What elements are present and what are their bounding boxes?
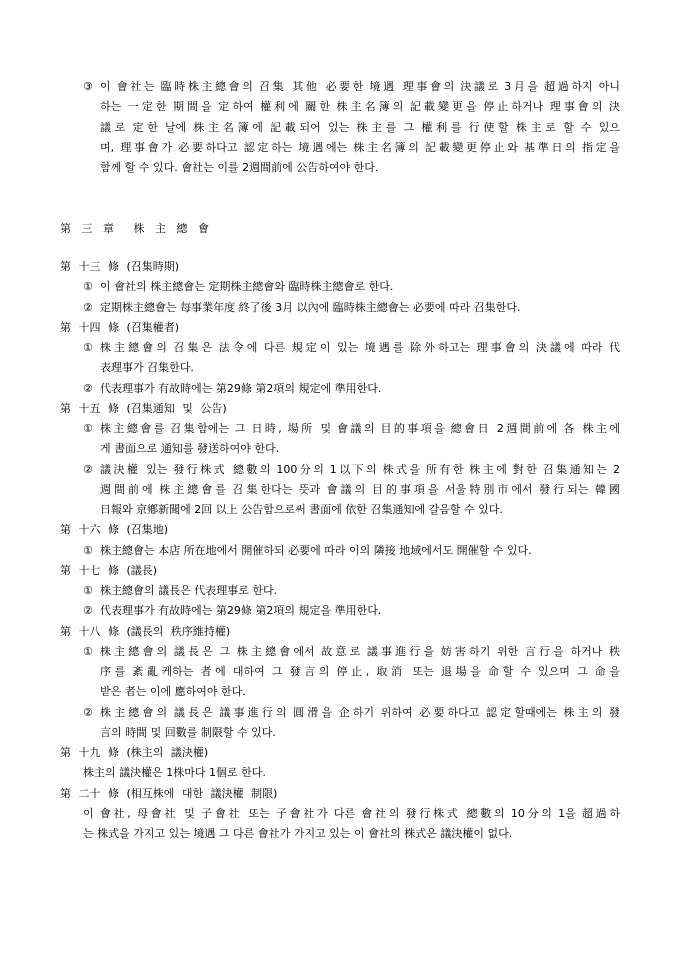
article-20-body <box>0 804 620 845</box>
article-13-clause-2 <box>0 298 620 318</box>
article-20 <box>0 784 680 845</box>
article-20-title: 第 二十 條 (相互株에 대한 議決權 制限) <box>60 786 278 800</box>
article-17-clause-1 <box>0 581 620 601</box>
clause-line: 日報와 京鄕新聞에 2回 以上 公告함으로써 書面에 依한 召集通知에 갈음할 수 있다. <box>100 503 503 516</box>
clause-line: 하는 一定한 期間을 定하여 權利에 關한 株主名簿의 記載變更을 停止하거나 理事會의 決 <box>100 100 620 114</box>
clause-line: 이 會社의 株主總會는 定期株主總會와 臨時株主總會로 한다. <box>100 280 394 294</box>
clause-line: 받은 者는 이에 應하여야 한다. <box>100 685 246 699</box>
article-16-clause-1 <box>0 541 620 561</box>
article-13 <box>0 257 680 318</box>
clause-line: 株主總會의 議長은 代表理事로 한다. <box>100 584 278 597</box>
intro-clause-3 <box>0 77 620 178</box>
article-16-title: 第 十六 條 (召集地) <box>60 523 169 537</box>
clause-marker: ① <box>83 280 93 294</box>
article-13-title: 第 十三 條 (召集時期) <box>60 260 180 273</box>
clause-line: 株主總會의 召集은 法令에 다른 規定이 있는 境遇를 除外하고는 理事會의 決議에 따라 代 <box>100 341 620 354</box>
clause-line: 序를 紊亂케하는 者에 대하여 그 發言의 停止, 取消 또는 退場을 命할 수 있으며 그 命을 <box>100 665 620 678</box>
article-17-clause-2 <box>0 601 620 621</box>
clause-marker: ② <box>83 462 93 476</box>
clause-marker: ① <box>83 341 93 354</box>
clause-line: 株主總會를 召集함에는 그 日時, 場所 및 會議의 目的事項을 總會日 2週間前에 各 株主에 <box>100 422 620 435</box>
clause-line: 週間前에 株主總會를 召集한다는 뜻과 會議의 目的事項을 서울特別市에서 發行되는 韓國 <box>100 482 620 496</box>
clause-marker: ① <box>83 644 93 658</box>
clause-marker: ② <box>83 705 93 719</box>
article-15 <box>0 399 680 521</box>
clause-marker: ② <box>83 604 93 618</box>
clause-line: 議決權 있는 發行株式 總數의 100分의 1以下의 株式을 所有한 株主에 對한 召集通知는 2 <box>100 462 620 476</box>
clause-marker: ③ <box>83 80 93 93</box>
article-19 <box>0 743 680 784</box>
clause-line: 代表理事가 有故時에는 第29條 第2項의 規定에 準用한다. <box>100 381 382 395</box>
article-18-title: 第 十八 條 (議長의 秩序維持權) <box>60 624 231 638</box>
article-18-clause-1 <box>0 642 620 703</box>
article-15-title: 第 十五 條 (召集通知 및 公告) <box>60 401 227 415</box>
clause-line: 株主總會의 議長은 그 株主總會에서 故意로 議事進行을 妨害하기 위한 言行을 하거나 秩 <box>100 644 620 658</box>
clause-marker: ① <box>83 584 93 597</box>
article-14-title: 第 十四 條 (召集權者) <box>60 320 180 334</box>
chapter-heading <box>0 219 680 239</box>
article-17 <box>0 561 680 622</box>
clause-line: 며, 理事會가 必要하다고 認定하는 境遇에는 株主名簿의 記載變更停止와 基準日의 指定을 <box>100 140 620 154</box>
clause-line: 株主總會는 本店 所在地에서 開催하되 必要에 따라 이의 隣接 地域에서도 開催할 수 있다. <box>100 543 532 557</box>
clause-marker: ② <box>83 300 93 314</box>
article-14-clause-1 <box>0 338 620 379</box>
article-19-title: 第 十九 條 (株主의 議決權) <box>60 746 209 759</box>
article-14-clause-2 <box>0 379 620 399</box>
chapter-number: 第 三 章 <box>60 222 114 235</box>
article-19-body <box>0 763 620 783</box>
article-18-clause-2 <box>0 703 620 744</box>
articles-list <box>0 257 680 844</box>
article-14 <box>0 318 680 399</box>
body-line: 株主의 議決權은 1株마다 1個로 한다. <box>83 766 266 780</box>
clause-line: 함께 할 수 있다. 會社는 이를 2週間前에 公告하여야 한다. <box>100 161 379 174</box>
body-line: 는 株式을 가지고 있는 境遇 그 다른 會社가 가지고 있는 이 會社의 株式은 議決權이 없다. <box>83 827 513 840</box>
chapter-title: 株 主 總 會 <box>133 222 209 235</box>
clause-line: 게 書面으로 通知를 發送하여야 한다. <box>100 442 280 456</box>
body-line: 이 會社, 母會社 및 子會社 또는 子會社가 다른 會社의 發行株式 總數의 10分의 1을 超過하 <box>83 806 620 820</box>
article-15-clause-2 <box>0 460 620 521</box>
clause-line: 株主總會의 議長은 議事進行의 圓滑을 企하기 위하여 必要하다고 認定할때에는 株主의 發 <box>100 705 620 719</box>
clause-line: 定期株主總會는 每事業年度 終了後 3月 以內에 臨時株主總會는 必要에 따라 召集한다. <box>100 300 521 314</box>
article-15-clause-1 <box>0 419 620 460</box>
clause-line: 이 會社는 臨時株主總會의 召集 其他 必要한 境遇 理事會의 決議로 3月을 超過하지 아니 <box>100 80 620 93</box>
clause-marker: ① <box>83 543 93 557</box>
article-17-title: 第 十七 條 (議長) <box>60 563 158 577</box>
clause-line: 言의 時間 및 回數를 制限할 수 있다. <box>100 725 276 739</box>
clause-line: 表理事가 召集한다. <box>100 361 194 375</box>
clause-line: 代表理事가 有故時에는 第29條 第2項의 規定을 準用한다. <box>100 604 382 618</box>
clause-marker: ② <box>83 381 93 395</box>
clause-marker: ① <box>83 422 93 435</box>
article-16 <box>0 520 680 561</box>
article-18 <box>0 622 680 744</box>
clause-line: 議로 定한 날에 株主名簿에 記載되어 있는 株主를 그 權利를 行使할 株主로 할 수 있으 <box>100 120 620 134</box>
article-13-clause-1 <box>0 277 620 297</box>
